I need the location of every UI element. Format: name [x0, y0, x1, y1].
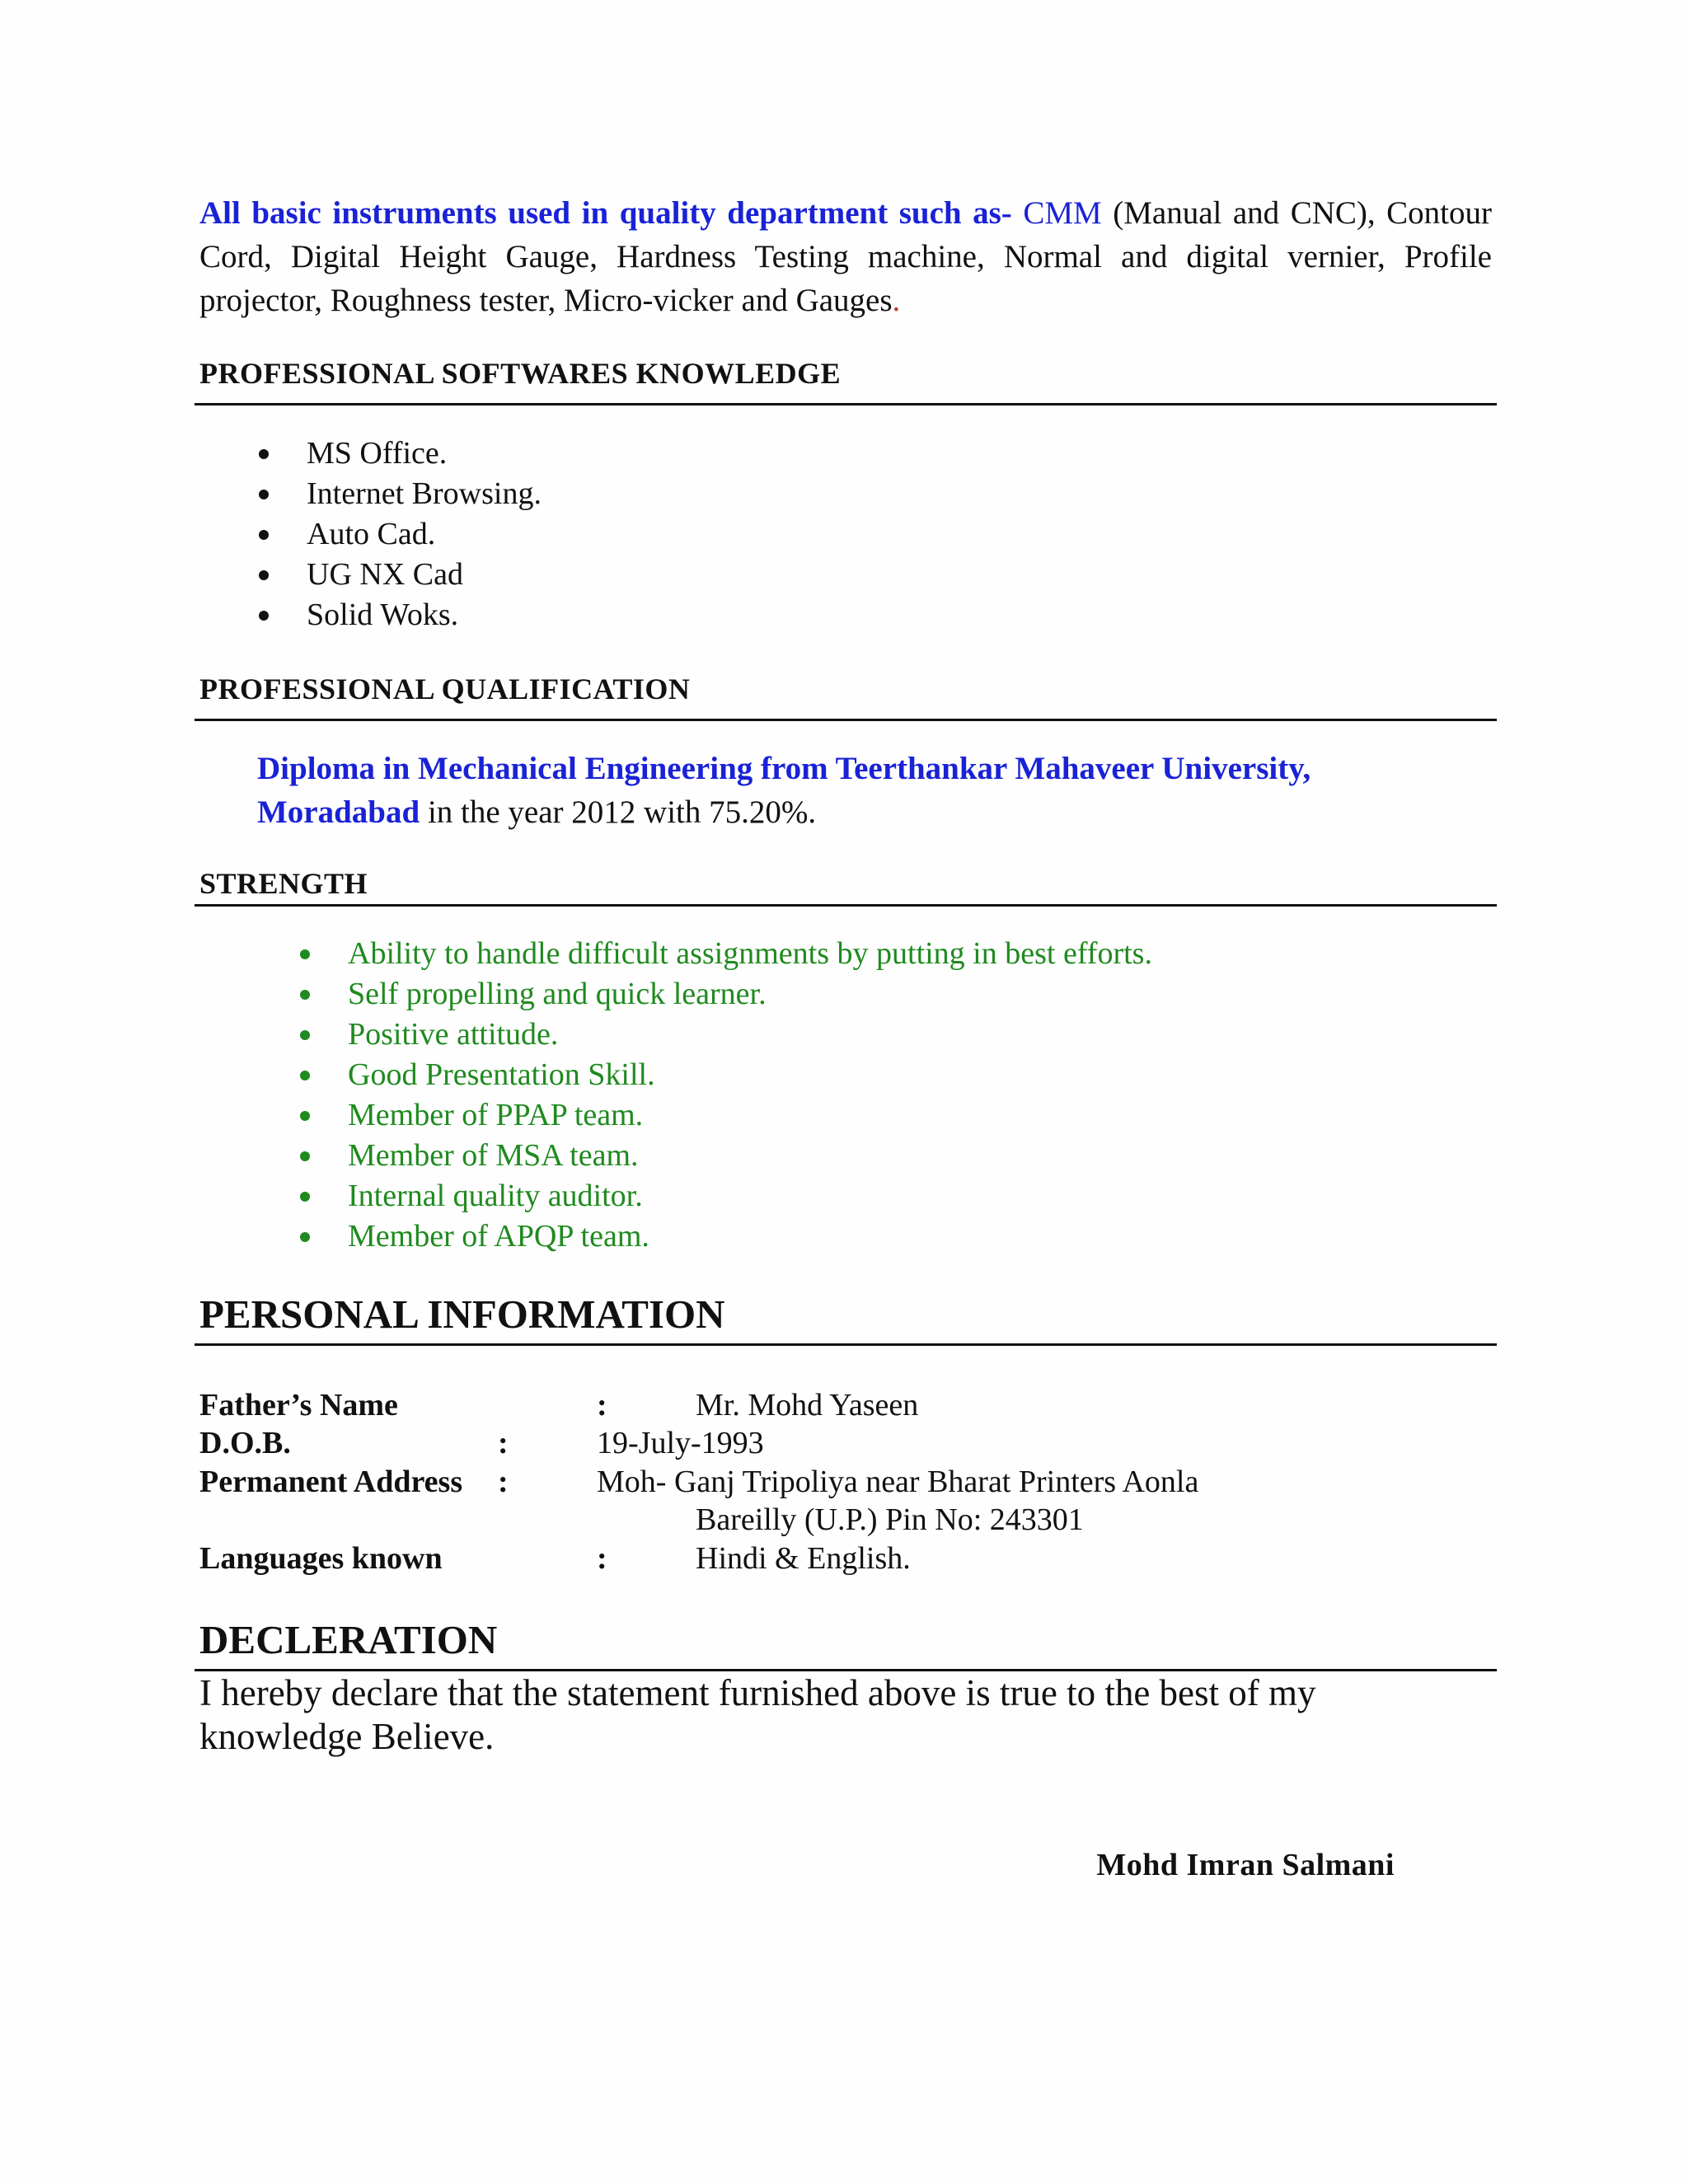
list-item: Ability to handle difficult assignments by putting in best efforts.	[199, 934, 1152, 974]
languages-label: Languages known	[199, 1541, 443, 1576]
list-item: Internet Browsing.	[199, 474, 542, 514]
dob-value: 19-July-1993	[597, 1426, 764, 1460]
languages-value: Hindi & English.	[696, 1541, 911, 1576]
father-name-label: Father’s Name	[199, 1388, 398, 1422]
bullet-icon	[300, 1111, 310, 1121]
list-item: UG NX Cad	[199, 555, 542, 595]
instruments-lead: All basic instruments used in quality department such as-	[199, 195, 1012, 231]
bullet-icon	[259, 449, 269, 459]
qualification-degree: Diploma in Mechanical Engineering from Teerthankar Mahaveer University, Moradabad	[257, 751, 1311, 830]
qualification-details: in the year 2012 with 75.20%.	[420, 794, 817, 830]
instruments-list-text: (Manual and CNC), Contour Cord, Digital Height Gauge, Hardness Testing machine, Normal and digital vernier, Profile projector, Roughness tester, Micro-vicker and Gauges	[199, 195, 1492, 318]
list-item: Positive attitude.	[199, 1015, 1152, 1055]
declaration-text: I hereby declare that the statement furnished above is true to the best of my knowledge Believe.	[199, 1672, 1316, 1757]
signature-name: Mohd Imran Salmani	[1096, 1848, 1395, 1882]
list-item: Good Presentation Skill.	[199, 1055, 1152, 1095]
software-heading: PROFESSIONAL SOFTWARES KNOWLEDGE	[199, 357, 842, 390]
bullet-icon	[300, 1071, 310, 1080]
software-list	[199, 434, 542, 635]
bullet-icon	[300, 1030, 310, 1040]
bullet-icon	[300, 1192, 310, 1202]
colon: :	[597, 1388, 607, 1422]
qualification-text	[257, 747, 1477, 834]
colon: :	[597, 1541, 607, 1576]
personal-divider	[195, 1343, 1497, 1346]
bullet-icon	[300, 990, 310, 1000]
list-item: Member of APQP team.	[199, 1216, 1152, 1257]
list-item: Auto Cad.	[199, 514, 542, 555]
colon: :	[498, 1426, 509, 1460]
bullet-icon	[300, 1232, 310, 1242]
list-item: Member of MSA team.	[199, 1136, 1152, 1176]
bullet-icon	[259, 570, 269, 580]
cmm-text: CMM	[1023, 195, 1102, 231]
bullet-icon	[259, 611, 269, 621]
list-item: Internal quality auditor.	[199, 1176, 1152, 1216]
bullet-icon	[300, 949, 310, 959]
list-item: Solid Woks.	[199, 595, 542, 635]
qualification-heading: PROFESSIONAL QUALIFICATION	[199, 673, 691, 705]
list-item: Member of PPAP team.	[199, 1095, 1152, 1136]
address-label: Permanent Address	[199, 1465, 463, 1499]
dob-label: D.O.B.	[199, 1426, 291, 1460]
qualification-divider	[195, 719, 1497, 721]
address-line-2: Bareilly (U.P.) Pin No: 243301	[696, 1502, 1084, 1537]
instruments-paragraph	[199, 191, 1492, 322]
colon: :	[498, 1465, 509, 1499]
address-line-1: Moh- Ganj Tripoliya near Bharat Printers Aonla	[597, 1465, 1199, 1499]
strength-divider	[195, 904, 1497, 907]
strength-list	[199, 934, 1152, 1257]
declaration-heading: DECLERATION	[199, 1617, 498, 1662]
personal-heading: PERSONAL INFORMATION	[199, 1291, 725, 1337]
list-item: Self propelling and quick learner.	[199, 974, 1152, 1015]
list-item: MS Office.	[199, 434, 542, 474]
bullet-icon	[259, 530, 269, 540]
father-name-value: Mr. Mohd Yaseen	[696, 1388, 919, 1422]
strength-heading: STRENGTH	[199, 867, 368, 900]
instruments-period: .	[892, 283, 901, 318]
software-divider	[195, 403, 1497, 405]
bullet-icon	[259, 490, 269, 499]
bullet-icon	[300, 1151, 310, 1161]
